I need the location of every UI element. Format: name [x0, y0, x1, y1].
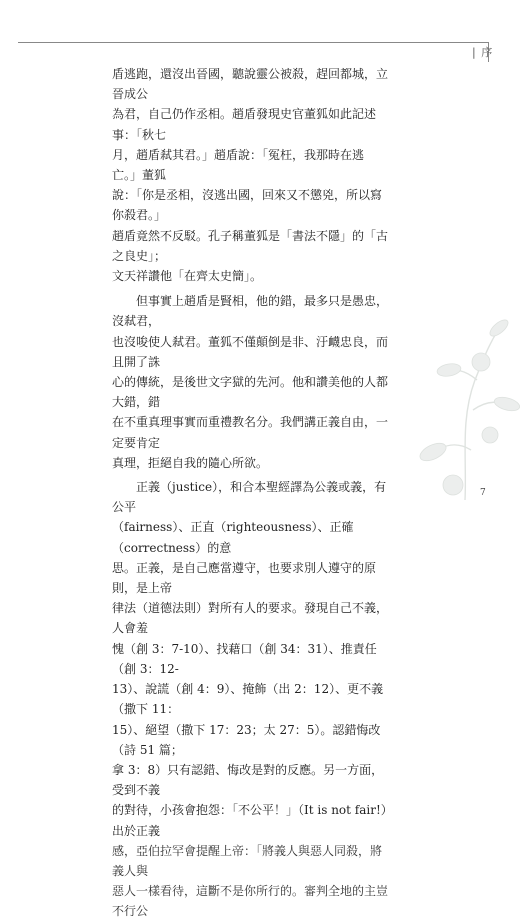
text-line: 月，趙盾弒其君。」趙盾說：「冤枉，我那時在逃亡。」董狐	[112, 147, 365, 183]
text-line: 但事實上趙盾是賢相，他的錯，最多只是愚忠，沒弒君，	[112, 294, 389, 329]
text-line: 思。正義，是自己應當遵守，也要求別人遵守的原則，是上帝	[112, 560, 377, 596]
text-line: 真理，拒絕自我的隨心所欲。	[112, 455, 269, 470]
text-line: 心的傳統，是後世文字獄的先河。他和讚美他的人都大錯，錯	[112, 375, 389, 410]
floral-watermark	[395, 300, 520, 500]
text-line: 13）、說謊（創 4：9）、掩飾（出 2：12）、更不義（撒下 11：	[112, 682, 384, 717]
text-line: 感，亞伯拉罕會提醒上帝：「將義人與惡人同殺，將義人與	[112, 843, 383, 878]
text-line: 正義（justice），和合本聖經譯為公義或義，有公平	[112, 480, 387, 515]
text-line: 愧（創 3：7-10）、找藉口（創 34：31）、推責任（創 3：12-	[112, 641, 377, 676]
text-line: （fairness）、正直（righteousness）、正確（correctness）的意	[112, 520, 354, 555]
paragraph-1	[112, 64, 388, 286]
text-line: 文天祥讚他「在齊太史簡」。	[112, 269, 263, 284]
text-line: 也沒唆使人弒君。董狐不僅顛倒是非、汙衊忠良，而且開了誅	[112, 334, 389, 369]
text-line: 在不重真理事實而重禮教名分。我們講正義自由，一定要肯定	[112, 415, 389, 450]
page-number: 7	[480, 488, 486, 498]
text-line: 惡人一樣看待，這斷不是你所行的。審判全地的主豈不行公	[112, 884, 389, 919]
header-rule	[18, 42, 488, 43]
text-line: 趙盾竟然不反駁。孔子稱董狐是「書法不隱」的「古之良史」；	[112, 228, 389, 263]
text-line: 律法（道德法則）對所有人的要求。發現自己不義，人會羞	[112, 601, 389, 636]
text-line: 的對待，小孩會抱怨：「不公平！」（It is not fair!）出於正義	[112, 803, 387, 838]
running-header: | 序	[472, 46, 494, 59]
text-line: 盾逃跑，還沒出晉國，聽說靈公被殺，趕回都城，立晉成公	[112, 67, 389, 102]
paragraph-3	[112, 477, 388, 921]
text-line: 說：「你是丞相，沒逃出國，回來又不懲兇，所以寫你殺君。」	[112, 188, 383, 223]
text-line: 15）、絕望（撒下 17：23；太 27：5）。認錯悔改（詩 51 篇；	[112, 722, 381, 757]
body-text	[112, 64, 388, 922]
paragraph-2	[112, 291, 388, 473]
text-line: 為君，自己仍作丞相。趙盾發現史官董狐如此記述事：「秋七	[112, 107, 377, 142]
text-line: 拿 3：8）只有認錯、悔改是對的反應。另一方面，受到不義	[112, 762, 384, 798]
